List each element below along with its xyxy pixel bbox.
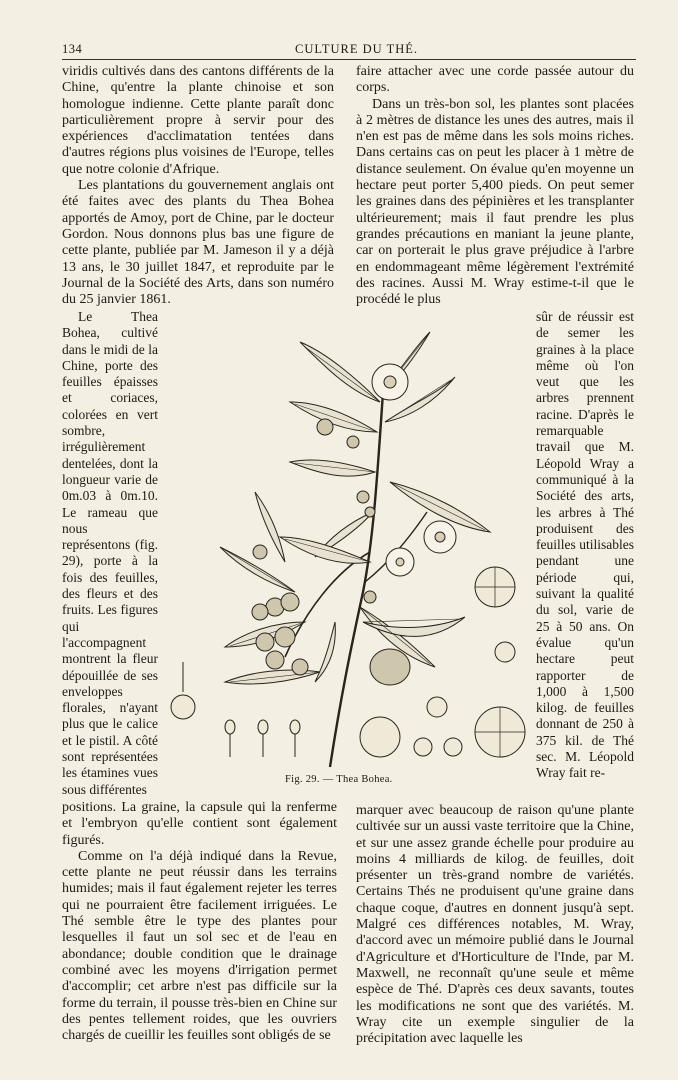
left-column-bottom [62,800,337,1044]
paragraph: faire attacher avec une corde passée autour du corps. [356,64,634,96]
paragraph: positions. La graine, la capsule qui la renferme et l'embryon qu'elle contient sont également figurés. [62,800,337,848]
paragraph: Les plantations du gouvernement anglais ont été faites avec des plants du Thea Bohea apportés de Amoy, port de Chine, par le docteur Gordon. Nous donnons plus bas une figure de cette plante, publiée par M. Jameson il y a déjà 13 ans, le 30 juillet 1847, et reproduite par le Journal de la Société des Arts, dans son numéro du 25 janvier 1861. [62,178,334,308]
header-rule [62,59,636,60]
running-title: CULTURE DU THÉ. [295,42,418,56]
right-column-bottom [356,803,634,1047]
paragraph: Le Thea Bohea, cultivé dans le midi de la Chine, porte des feuilles épaisses et coriaces, colorées en vert sombre, irrégulièrement dentelées, dont la longueur varie de 0m.03 à 0m.10. Le rameau que nous représentons (fig. 29), porte à la fois des feuilles, des fleurs et des fruits. Les figures qui l'accompagnent montrent la fleur dépouillée de ses enveloppes florales, n'ayant plus que le calice et le pistil. A côté sont représentées les étamines vues sous différentes [62,309,158,797]
paragraph: Comme on l'a déjà indiqué dans la Revue, cette plante ne peut réussir dans les terrains humides; mais il faut également rejeter les terres qui ne pourraient être facilement irriguées. Le Thé semble être le type des plantes pour lesquelles il faut un sol sec et de l'eau en abondance; double condition que le drainage combiné avec les moyens d'irrigation permet d'accomplir; cet arbre n'est pas difficile sur la forme du terrain, il pousse très-bien en Chine sur des pentes tellement roides, que les ouvriers chargés de cueillir les feuilles sont obligés de se [62,848,337,1044]
page-number: 134 [62,42,83,56]
left-column-top [62,64,334,308]
right-column-top [356,64,634,308]
left-column-narrow [62,309,158,798]
figure-caption: Fig. 29. — Thea Bohea. [285,774,393,785]
paragraph: viridis cultivés dans des cantons différents de la Chine, qu'entre la plante chinoise et son homologue indienne. Cette plante paraît donc particulièrement propre à servir pour des expériences d'acclimatation tentées dans d'autres régions plus voisines de l'Europe, telles que notre colonie d'Afrique. [62,64,334,177]
paragraph: sûr de réussir est de semer les graines à la place même où l'on veut que les arbres prennent racine. D'après le remarquable travail que M. Léopold Wray a communiqué à la Société des arts, les arbres à Thé produisent des feuilles utilisables pendant une période qui, suivant la qualité du sol, varie de 25 à 50 ans. On évalue qu'un hectare peut rapporter de 1,000 à 1,500 kilog. de feuilles donnant de 250 à 375 kil. de Thé sec. M. Léopold Wray fait re- [536,309,634,781]
paragraph: Dans un très-bon sol, les plantes sont placées à 2 mètres de distance les unes des autres, mais il n'en est pas de même dans les sols moins riches. Dans certains cas on peut les placer à 1 mètre de distance seulement. On évalue qu'en moyenne un hectare peut porter 5,400 pieds. On peut semer les graines dans des pépinières et les transplanter ultérieurement; mais il faut prendre les plus grandes précautions en maniant la jeune plante, car on porterait le plus grave préjudice à l'arbre en endommageant même légèrement l'extrémité des racines. Aussi M. Wray estime-t-il que le procédé le plus [356,96,634,308]
paragraph: marquer avec beaucoup de raison qu'une plante cultivée sur un aussi vaste territoire que la Chine, et sur une assez grande échelle pour produire au moins 4 milliards de kilog. de feuilles, doit présenter un très-grand nombre de variétés. Certains Thés ne produisent qu'une graine dans chaque coque, d'autres en donnent jusqu'à sept. Malgré ces différences notables, M. Wray, d'accord avec un mémoire publié dans le Journal d'Agriculture et d'Horticulture de l'Inde, par M. Maxwell, ne reconnaît qu'une seule et même espèce de Thé. D'après ces deux savants, toutes les modifications ne sont que des variétés. M. Wray cite un exemple singulier de la précipitation avec laquelle les [356,803,634,1047]
thea-bohea-illustration [165,322,530,770]
right-column-narrow [536,309,634,782]
